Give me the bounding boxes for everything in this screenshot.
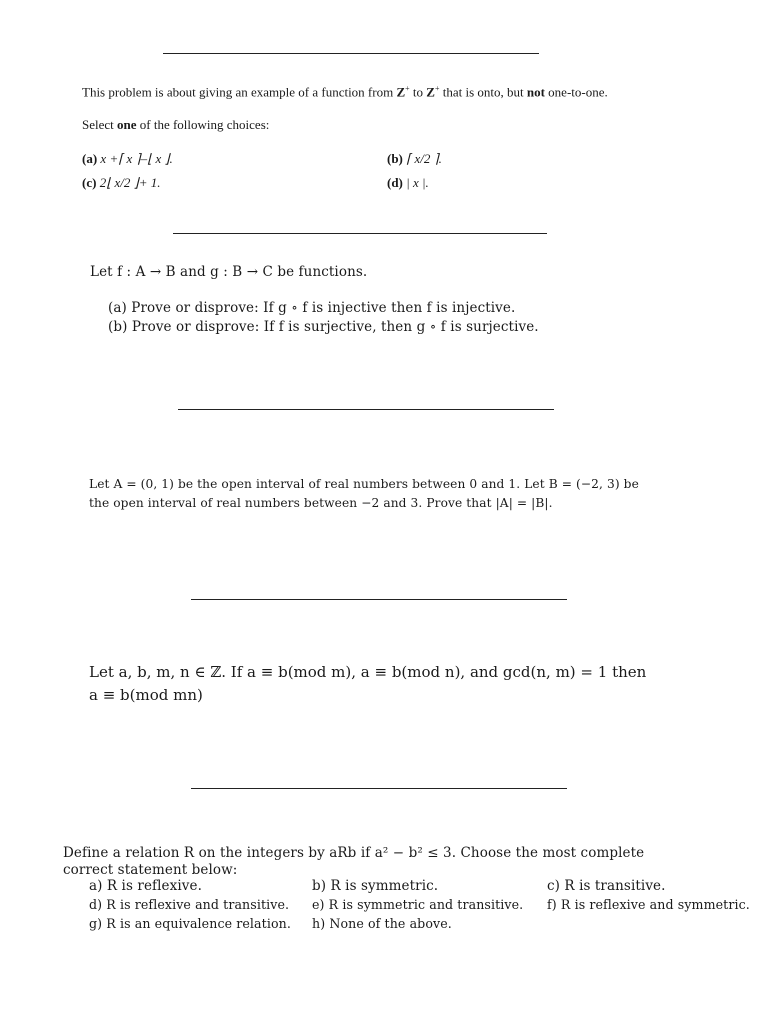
problem-4-line-1: Let a, b, m, n ∈ ℤ. If a ≡ b(mod m), a ≡ b(mod n), and gcd(n, m) = 1 then xyxy=(89,663,647,681)
problem-5-line-1: Define a relation R on the integers by aRb if a² − b² ≤ 3. Choose the most complete xyxy=(63,845,645,861)
choice-a: (a) x +⌈ x ⌉–⌊ x ⌋. xyxy=(82,151,173,166)
option-f: f) R is reflexive and symmetric. xyxy=(547,897,750,912)
problem-3-line-2: the open interval of real numbers between −2 and 3. Prove that |A| = |B|. xyxy=(89,496,553,510)
separator-line xyxy=(173,233,547,234)
option-d: d) R is reflexive and transitive. xyxy=(89,897,290,912)
problem-3-line-1: Let A = (0, 1) be the open interval of real numbers between 0 and 1. Let B = (−2, 3) be xyxy=(89,477,639,491)
choice-c: (c) 2⌊ x/2 ⌋+ 1. xyxy=(82,175,161,190)
option-g: g) R is an equivalence relation. xyxy=(89,916,291,931)
option-a: a) R is reflexive. xyxy=(89,878,202,894)
problem-1-intro: This problem is about giving an example of a function from Z+ to Z+ that is onto, but not one-to-one. xyxy=(82,84,608,100)
choice-b: (b) ⌈ x/2 ⌉. xyxy=(387,151,442,166)
problem-2-part-b: (b) Prove or disprove: If f is surjective, then g ∘ f is surjective. xyxy=(108,319,539,335)
separator-line xyxy=(191,788,567,789)
problem-2-intro: Let f : A → B and g : B → C be functions. xyxy=(90,264,368,280)
option-e: e) R is symmetric and transitive. xyxy=(312,897,524,912)
problem-5-line-2: correct statement below: xyxy=(63,862,238,878)
separator-line xyxy=(178,409,554,410)
option-b: b) R is symmetric. xyxy=(312,878,439,894)
separator-line xyxy=(191,599,567,600)
problem-4-line-2: a ≡ b(mod mn) xyxy=(89,686,203,704)
problem-1-instruction: Select one of the following choices: xyxy=(82,117,270,132)
choice-d: (d) | x |. xyxy=(387,175,429,190)
option-c: c) R is transitive. xyxy=(547,878,666,894)
separator-line xyxy=(163,53,539,54)
option-h: h) None of the above. xyxy=(312,916,452,931)
problem-2-part-a: (a) Prove or disprove: If g ∘ f is injective then f is injective. xyxy=(108,300,516,316)
